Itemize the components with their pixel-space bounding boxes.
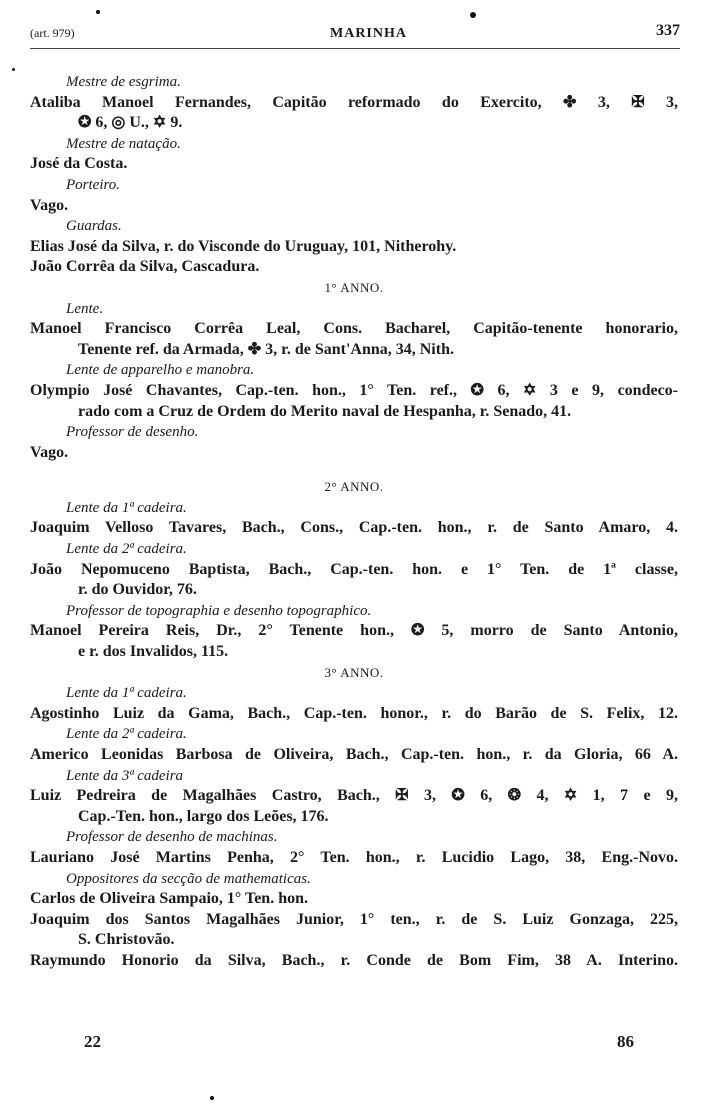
role-title: Guardas. xyxy=(66,218,122,235)
entry-continuation: S. Christovão. xyxy=(78,931,175,949)
person-entry: Raymundo Honorio da Silva, Bach., r. Conde de Bom Fim, 38 A. Interino. xyxy=(30,951,678,969)
page-number: 337 xyxy=(656,22,680,39)
entry-continuation: rado com a Cruz de Ordem do Merito naval de Hespanha, r. Senado, 41. xyxy=(78,402,572,420)
person-entry: Americo Leonidas Barbosa de Oliveira, Bach., Cap.-ten. hon., r. da Gloria, 66 A. xyxy=(30,746,678,763)
role-title: Porteiro. xyxy=(66,176,121,193)
role-title: Mestre de esgrima. xyxy=(66,74,181,90)
article-reference: (art. 979) xyxy=(30,26,75,40)
person-entry: Lauriano José Martins Penha, 2° Ten. hon., r. Lucidio Lago, 38, Eng.-Novo. xyxy=(30,848,678,866)
role-title: Lente da 1ª cadeira. xyxy=(66,685,187,702)
plain-entry: Carlos de Oliveira Sampaio, 1° Ten. hon. xyxy=(30,890,308,908)
plain-entry: Vago. xyxy=(30,196,69,214)
role-title: Mestre de natação. xyxy=(66,135,181,152)
signature-number-left: 22 xyxy=(84,1032,101,1051)
entry-continuation: e r. dos Invalidos, 115. xyxy=(78,643,229,661)
role-title: Oppositores da secção de mathematicas. xyxy=(66,870,311,887)
person-entry: Joaquim dos Santos Magalhães Junior, 1° ten., r. de S. Luiz Gonzaga, 225, xyxy=(30,910,678,928)
page-header xyxy=(30,22,680,49)
ink-speck xyxy=(470,12,476,18)
person-entry: Olympio José Chavantes, Cap.-ten. hon., 1° Ten. ref., ✪ 6, ✡ 3 e 9, condeco- xyxy=(30,381,678,399)
role-title: Professor de desenho. xyxy=(66,424,199,441)
running-title: MARINHA xyxy=(330,26,407,41)
person-entry: Joaquim Velloso Tavares, Bach., Cons., Cap.-ten. hon., r. de Santo Amaro, 4. xyxy=(30,519,678,537)
role-title: Lente da 2ª cadeira. xyxy=(66,541,187,558)
plain-entry: João Corrêa da Silva, Cascadura. xyxy=(30,258,260,276)
section-heading: 1° ANNO. xyxy=(324,279,384,295)
entry-continuation: ✪ 6, ◎ U., ✡ 9. xyxy=(78,114,183,132)
person-entry: Manoel Francisco Corrêa Leal, Cons. Bacharel, Capitão-tenente honorario, xyxy=(30,320,678,338)
ink-speck xyxy=(96,10,100,14)
signature-number-right: 86 xyxy=(617,1032,634,1051)
section-heading: 3° ANNO. xyxy=(324,664,384,680)
entry-continuation: Tenente ref. da Armada, ✤ 3, r. de Sant'Anna, 34, Nith. xyxy=(78,340,454,358)
role-title: Lente da 3ª cadeira xyxy=(66,767,184,784)
ink-speck xyxy=(210,1096,214,1100)
person-entry: Agostinho Luiz da Gama, Bach., Cap.-ten. honor., r. do Barão de S. Felix, 12. xyxy=(30,704,678,722)
person-entry: João Nepomuceno Baptista, Bach., Cap.-ten. hon. e 1° Ten. de 1ª classe, xyxy=(30,560,678,578)
entry-continuation: Cap.-Ten. hon., largo dos Leões, 176. xyxy=(78,807,329,825)
entry-continuation: r. do Ouvidor, 76. xyxy=(78,581,197,599)
role-title: Professor de topographia e desenho topographico. xyxy=(66,602,372,619)
role-title: Professor de desenho de machinas. xyxy=(66,829,278,846)
role-title: Lente. xyxy=(66,300,104,317)
plain-entry: Elias José da Silva, r. do Visconde do Uruguay, 101, Nitherohy. xyxy=(30,237,457,255)
plain-entry: José da Costa. xyxy=(30,155,128,173)
role-title: Lente da 2ª cadeira. xyxy=(66,726,187,743)
role-title: Lente da 1ª cadeira. xyxy=(66,499,187,516)
person-entry: Manoel Pereira Reis, Dr., 2° Tenente hon., ✪ 5, morro de Santo Antonio, xyxy=(30,622,678,640)
person-entry: Ataliba Manoel Fernandes, Capitão reformado do Exercito, ✤ 3, ✠ 3, xyxy=(30,93,678,111)
spacer xyxy=(30,463,678,477)
section-heading: 2° ANNO. xyxy=(324,479,384,495)
ink-speck xyxy=(12,68,15,71)
plain-entry: Vago. xyxy=(30,443,69,461)
person-entry: Luiz Pedreira de Magalhães Castro, Bach., ✠ 3, ✪ 6, ❂ 4, ✡ 1, 7 e 9, xyxy=(30,787,678,805)
role-title: Lente de apparelho e manobra. xyxy=(66,362,255,379)
page-body xyxy=(30,72,678,972)
